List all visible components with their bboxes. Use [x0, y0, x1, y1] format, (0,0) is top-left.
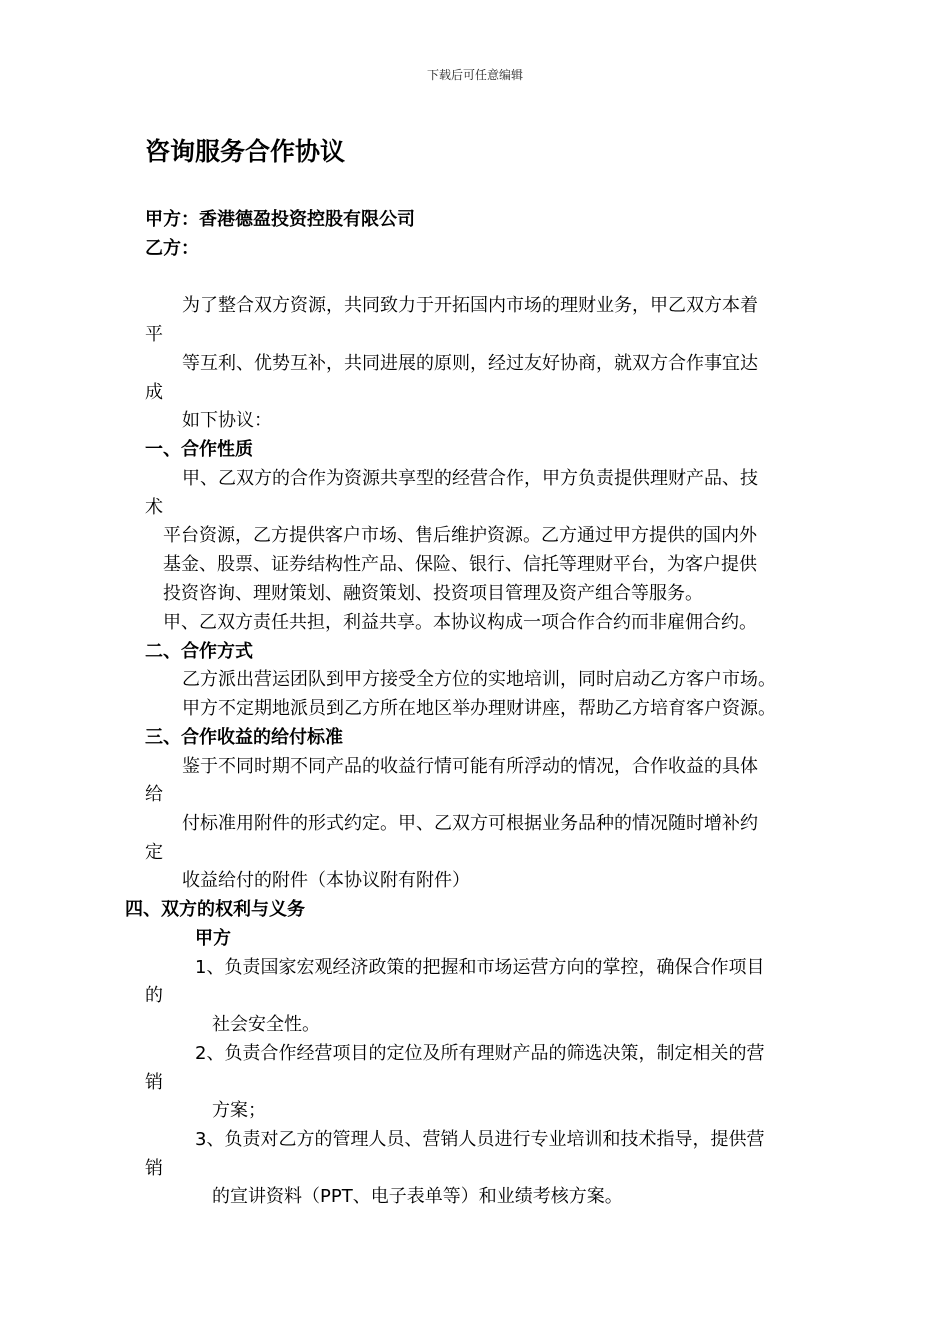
- list-item-line: 的: [145, 985, 163, 1006]
- paragraph-line: 甲、乙双方责任共担，利益共享。本协议构成一项合作合约而非雇佣合约。: [163, 612, 757, 633]
- paragraph-line: 术: [145, 497, 163, 518]
- intro-line: 等互利、优势互补，共同进展的原则，经过友好协商，就双方合作事宜达: [182, 353, 758, 374]
- paragraph-line: 鉴于不同时期不同产品的收益行情可能有所浮动的情况，合作收益的具体: [182, 756, 758, 777]
- paragraph-line: 甲、乙双方的合作为资源共享型的经营合作，甲方负责提供理财产品、技: [182, 468, 758, 489]
- section-heading: 一、合作性质: [145, 439, 253, 460]
- section-heading: 二、合作方式: [145, 641, 253, 662]
- list-item-line: 方案；: [212, 1100, 266, 1121]
- intro-line: 如下协议：: [182, 410, 272, 431]
- paragraph-line: 给: [145, 784, 163, 805]
- party-b-line: 乙方：: [145, 238, 199, 259]
- paragraph-line: 平台资源，乙方提供客户市场、售后维护资源。乙方通过甲方提供的国内外: [163, 525, 757, 546]
- paragraph-line: 收益给付的附件（本协议附有附件）: [182, 870, 470, 891]
- list-item-line: 的宣讲资料（PPT、电子表单等）和业绩考核方案。: [212, 1186, 623, 1207]
- page-header: 下载后可任意编辑: [426, 68, 523, 82]
- paragraph-line: 甲方不定期地派员到乙方所在地区举办理财讲座，帮助乙方培育客户资源。: [182, 698, 776, 719]
- intro-line: 为了整合双方资源，共同致力于开拓国内市场的理财业务，甲乙双方本着: [182, 295, 758, 316]
- subsection-heading: 甲方: [195, 928, 231, 949]
- section-heading: 三、合作收益的给付标准: [145, 727, 343, 748]
- paragraph-line: 付标准用附件的形式约定。甲、乙双方可根据业务品种的情况随时增补约: [182, 813, 758, 834]
- paragraph-line: 投资咨询、理财策划、融资策划、投资项目管理及资产组合等服务。: [163, 583, 703, 604]
- list-item-line: 2、负责合作经营项目的定位及所有理财产品的筛选决策，制定相关的营: [195, 1043, 765, 1064]
- intro-line: 成: [145, 382, 163, 403]
- document-title: 咨询服务合作协议: [145, 137, 346, 166]
- list-item-line: 1、负责国家宏观经济政策的把握和市场运营方向的掌控，确保合作项目: [195, 957, 765, 978]
- intro-line: 平: [145, 324, 163, 345]
- paragraph-line: 乙方派出营运团队到甲方接受全方位的实地培训，同时启动乙方客户市场。: [182, 669, 776, 690]
- paragraph-line: 定: [145, 842, 163, 863]
- list-item-line: 销: [145, 1072, 163, 1093]
- section-heading: 四、双方的权利与义务: [125, 899, 305, 920]
- list-item-line: 销: [145, 1158, 163, 1179]
- party-a-line: 甲方：香港德盈投资控股有限公司: [145, 209, 415, 230]
- paragraph-line: 基金、股票、证券结构性产品、保险、银行、信托等理财平台，为客户提供: [163, 554, 757, 575]
- list-item-line: 社会安全性。: [212, 1014, 320, 1035]
- list-item-line: 3、负责对乙方的管理人员、营销人员进行专业培训和技术指导，提供营: [195, 1129, 765, 1150]
